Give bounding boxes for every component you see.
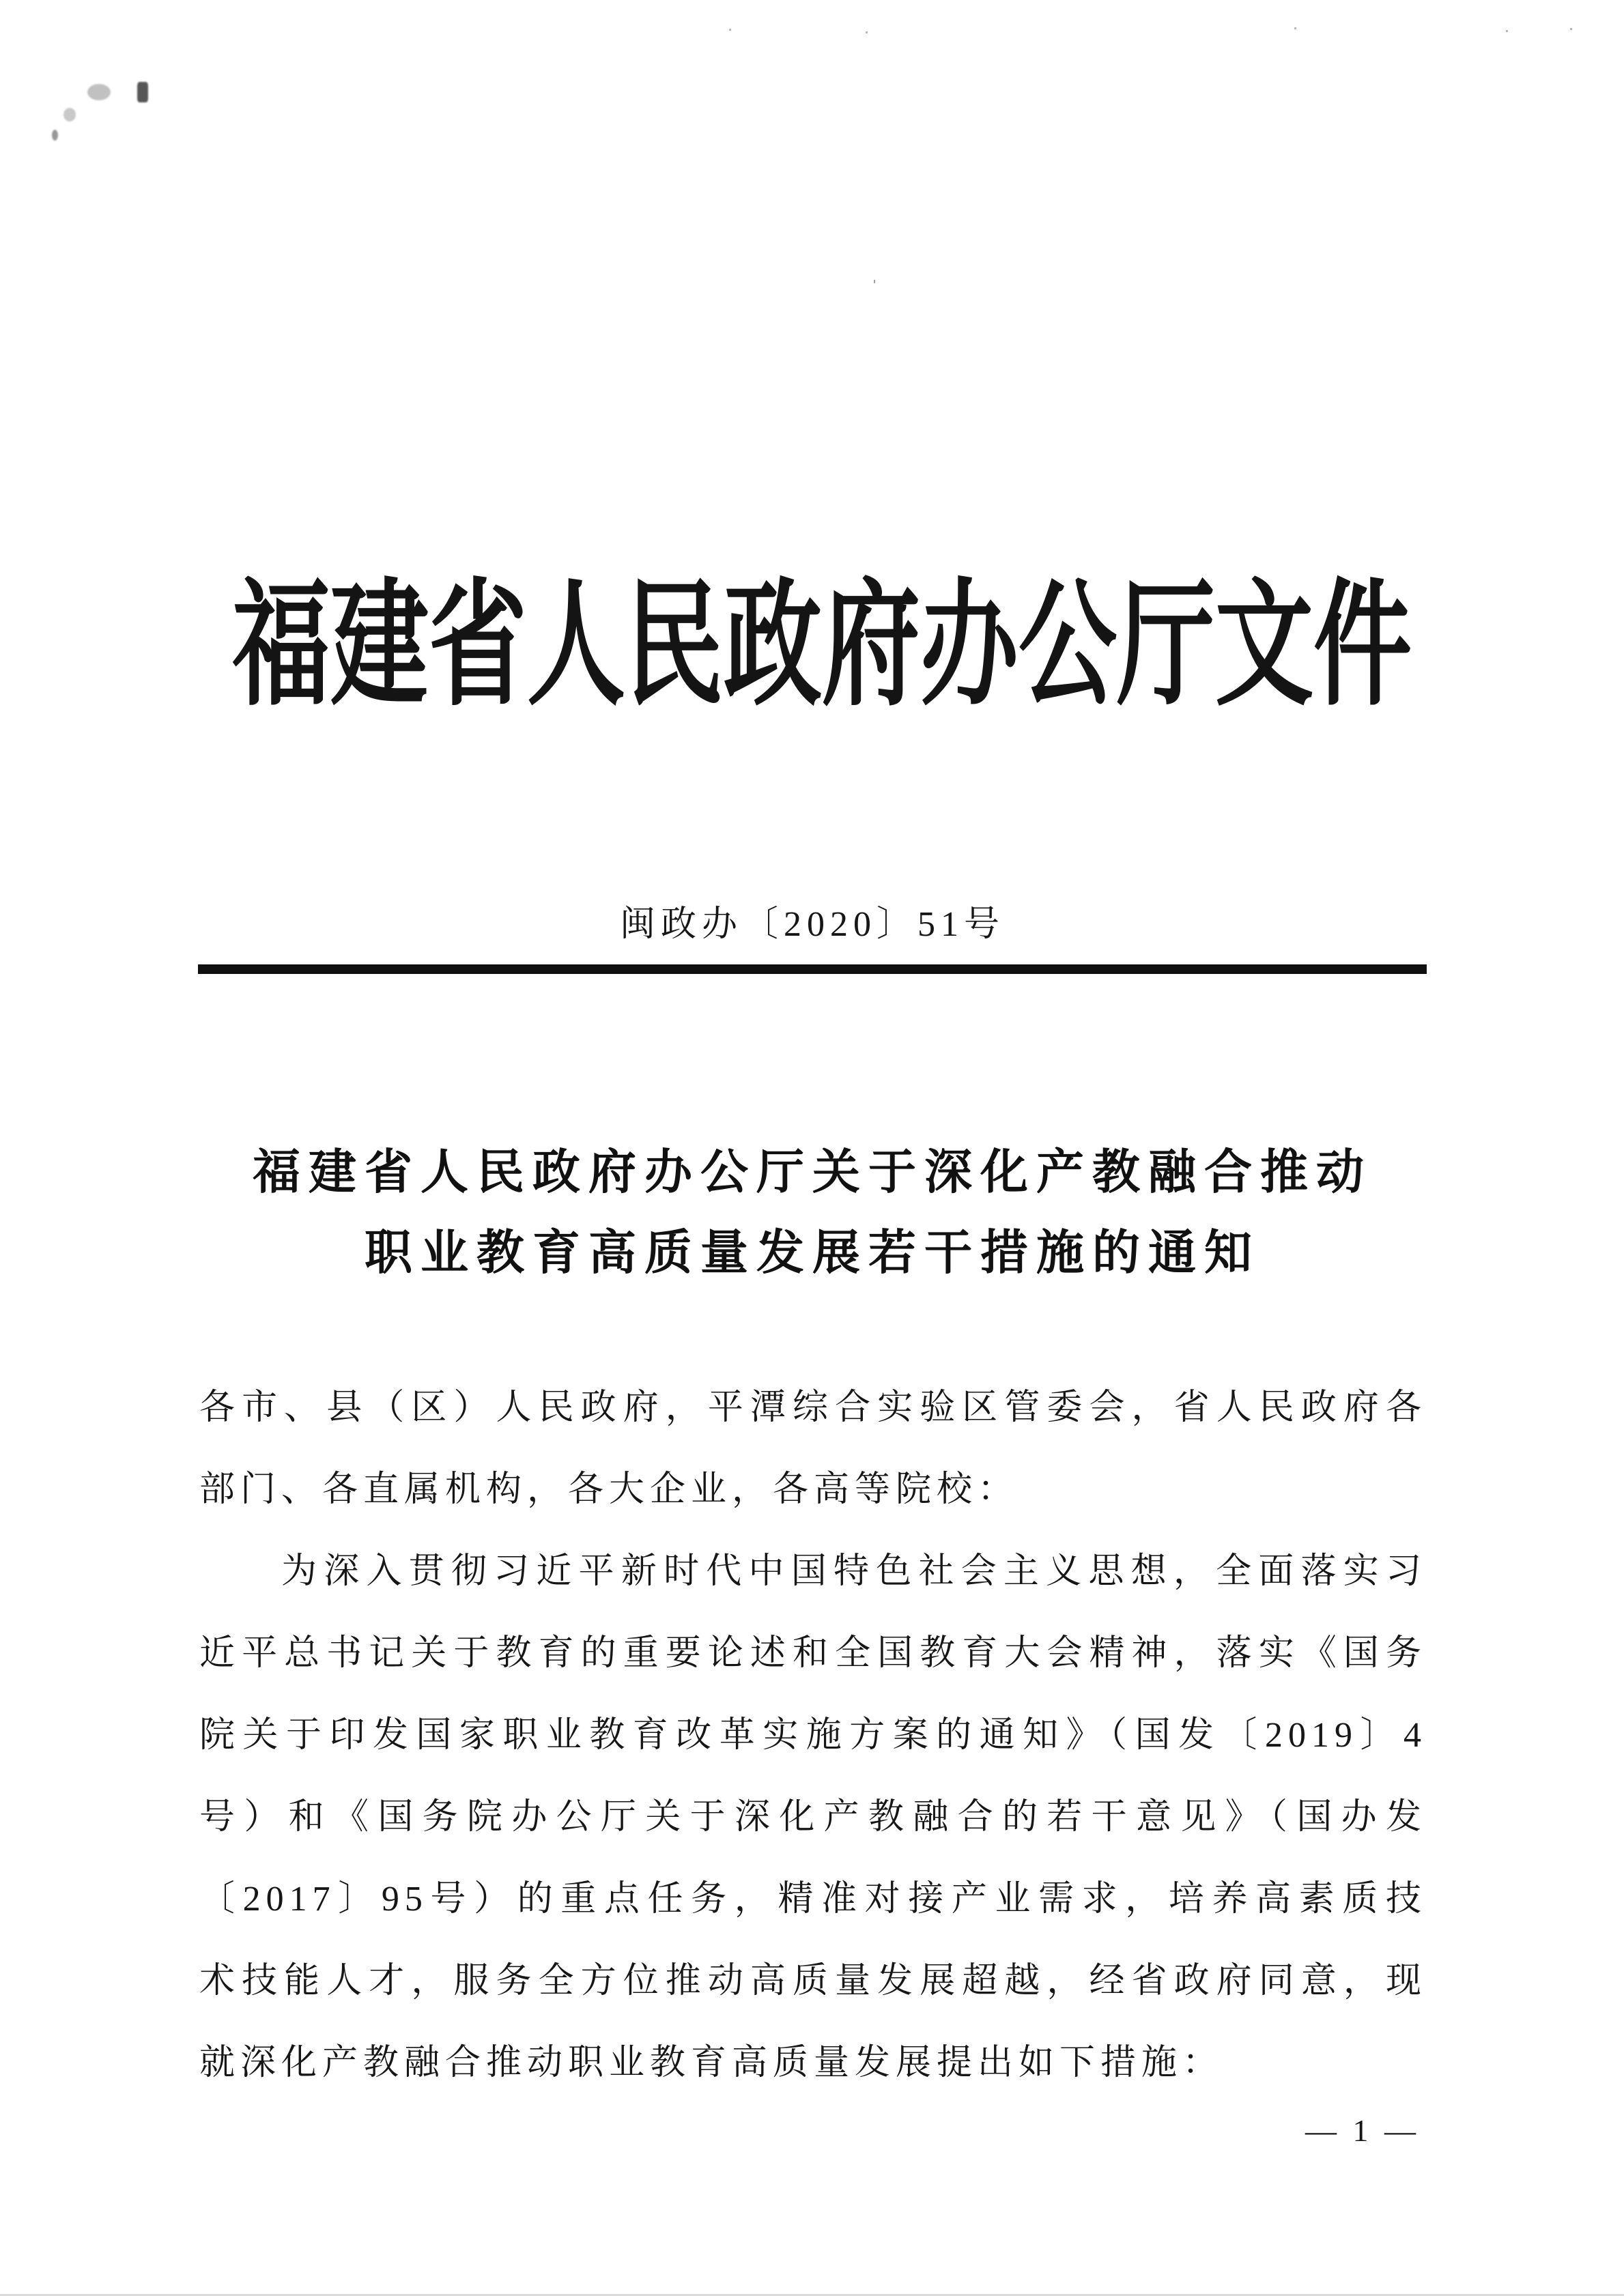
document-title-line1: 福建省人民政府办公厅关于深化产教融合推动 <box>253 1147 1372 1199</box>
scan-smudge <box>52 130 58 141</box>
separator-rule <box>198 964 1427 974</box>
body-line: 近平总书记关于教育的重要论述和全国教育大会精神，落实《国务 <box>199 1634 1427 1673</box>
body-line: 部门、各直属机构，各大企业，各高等院校： <box>199 1470 1019 1509</box>
letterhead-title: 福建省人民政府办公厅文件 <box>231 571 1412 722</box>
body-line: 术技能人才，服务全方位推动高质量发展超越，经省政府同意，现 <box>199 1962 1427 2000</box>
document-body <box>199 1367 1427 2104</box>
document-title <box>198 1133 1427 1294</box>
scan-speck <box>1294 27 1296 29</box>
scan-speck <box>1506 30 1508 32</box>
body-line: 为深入贯彻习近平新时代中国特色社会主义思想，全面落实习 <box>281 1552 1427 1591</box>
scan-smudge <box>87 84 111 100</box>
body-line: 各市、县（区）人民政府，平潭综合实验区管委会，省人民政府各 <box>199 1388 1427 1427</box>
letterhead <box>0 571 1624 722</box>
scan-speck <box>874 280 875 283</box>
body-line: 就深化产教融合推动职业教育高质量发展提出如下措施： <box>199 2043 1224 2082</box>
doc-number: 闽政办〔2020〕51号 <box>619 905 1005 944</box>
body-line: 院关于印发国家职业教育改革实施方案的通知》（国发〔2019〕4 <box>199 1716 1427 1755</box>
scan-speck <box>1570 28 1572 30</box>
body-line: 号）和《国务院办公厅关于深化产教融合的若干意见》（国办发 <box>199 1798 1427 1837</box>
document-title-line2: 职业教育高质量发展若干措施的通知 <box>365 1227 1260 1280</box>
scan-speck <box>729 29 731 31</box>
scan-smudge <box>137 82 148 102</box>
scan-speck <box>866 31 868 33</box>
scan-smudge <box>63 108 76 121</box>
body-line: 〔2017〕95号）的重点任务，精准对接产业需求，培养高素质技 <box>199 1880 1427 1919</box>
page-number: — 1 — <box>1305 2113 1420 2148</box>
